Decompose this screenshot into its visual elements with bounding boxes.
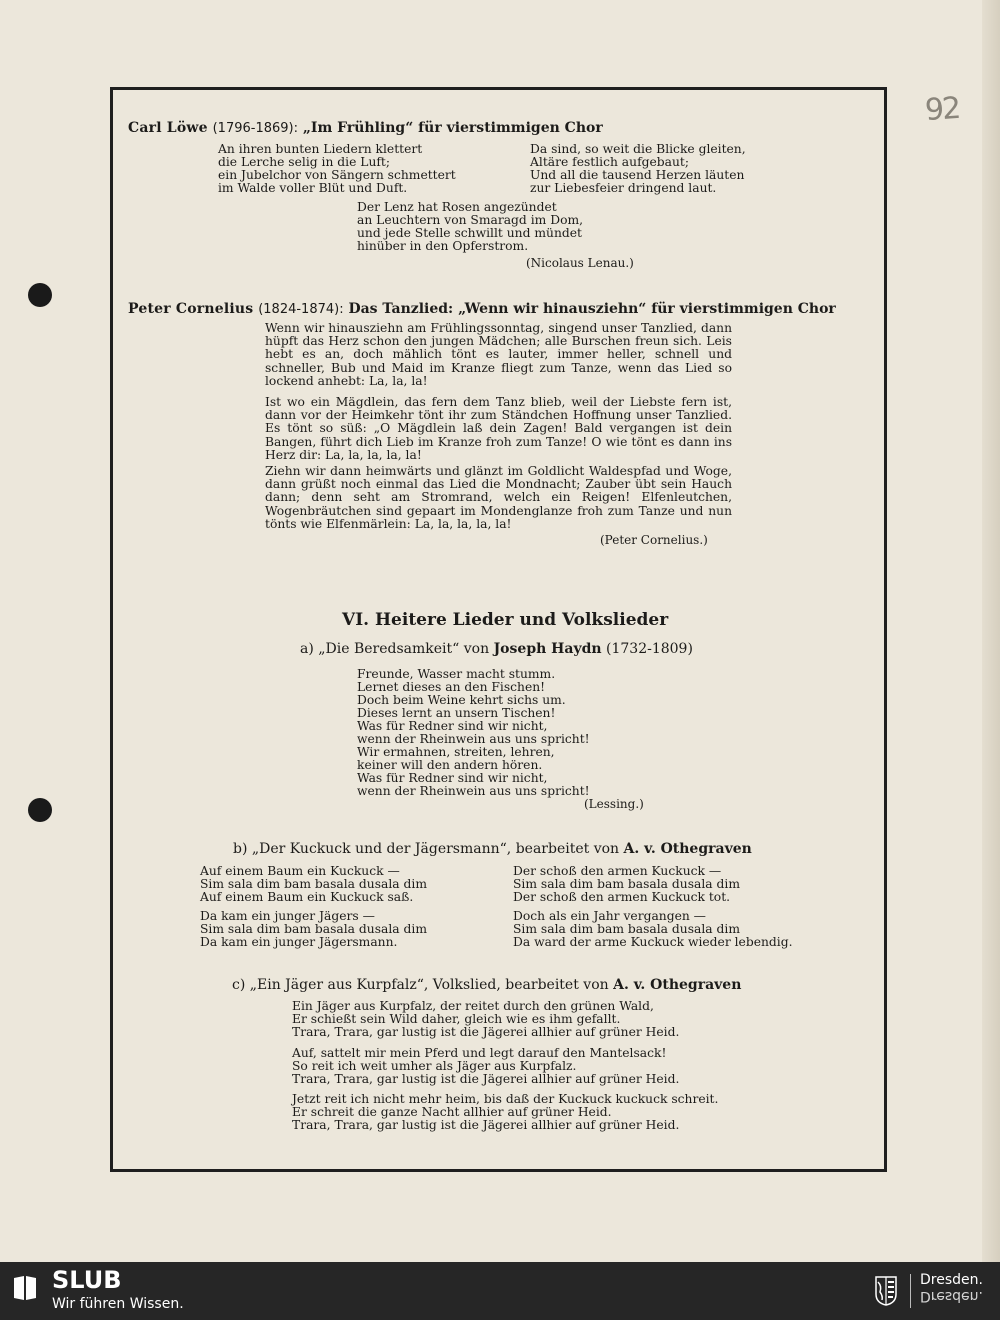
kurpfalz-stanza-2 <box>292 1047 679 1086</box>
cornelius-credit: (Peter Cornelius.) <box>600 533 708 547</box>
verse-line: Da ward der arme Kuckuck wieder lebendig. <box>513 935 793 949</box>
page-edge <box>982 0 1000 1262</box>
loewe-stanza-1 <box>218 143 456 195</box>
handwritten-page-number: 92 <box>923 90 961 129</box>
verse-line: Der schoß den armen Kuckuck — <box>513 864 722 878</box>
haydn-poem <box>357 668 590 798</box>
loewe-stanza-3 <box>357 201 583 253</box>
verse-line: Er schreit die ganze Nacht allhier auf grüner Heid. <box>292 1105 612 1119</box>
verse-line: Doch als ein Jahr vergangen — <box>513 909 706 923</box>
kurpfalz-stanza-3 <box>292 1093 718 1132</box>
verse-line: zur Liebesfeier dringend laut. <box>530 181 717 195</box>
composer-name: Joseph Haydn <box>493 641 602 657</box>
loewe-heading <box>128 120 603 136</box>
kuckuck-heading <box>233 841 752 857</box>
verse-line: ein Jubelchor von Sängern schmettert <box>218 168 456 182</box>
verse-line: Trara, Trara, gar lustig ist die Jägerei allhier auf grüner Heid. <box>292 1072 680 1086</box>
verse-line: Ein Jäger aus Kurpfalz, der reitet durch den grünen Wald, <box>292 999 654 1013</box>
verse-line: Auf einem Baum ein Kuckuck — <box>200 864 400 878</box>
cornelius-heading <box>128 301 836 317</box>
verse-line: Lernet dieses an den Fischen! <box>357 680 546 694</box>
verse-line: Trara, Trara, gar lustig ist die Jägerei allhier auf grüner Heid. <box>292 1025 680 1039</box>
verse-line: So reit ich weit umher als Jäger aus Kurpfalz. <box>292 1059 577 1073</box>
verse-line: an Leuchtern von Smaragd im Dom, <box>357 213 584 227</box>
verse-line: Wir ermahnen, streiten, lehren, <box>357 745 555 759</box>
verse-line: Dieses lernt an unsern Tischen! <box>357 706 556 720</box>
verse-line: Da kam ein junger Jägers — <box>200 909 375 923</box>
verse-line: Er schießt sein Wild daher, gleich wie es ihm gefallt. <box>292 1012 621 1026</box>
kuckuck-stanza-3 <box>513 865 740 904</box>
verse-line: Was für Redner sind wir nicht, <box>357 719 548 733</box>
composer-years: (1732-1809) <box>606 641 693 657</box>
piece-title: Das Tanzlied: „Wenn wir hinausziehn“ für vierstimmigen Chor <box>348 301 836 317</box>
cornelius-paragraph-1: Wenn wir hinausziehn am Frühlingssonntag, singend unser Tanzlied, dann hüpft das Herz schon den jungen Mädchen; alle Burschen freun sich. Leis hebt es an, doch mählich tönt es lauter, immer heller, schnell und schneller, Bub und Maid im Kranze fliegt zum Tanze, wenn das Lied so lockend anhebt: La, la, la! <box>265 321 732 388</box>
verse-line: im Walde voller Blüt und Duft. <box>218 181 408 195</box>
verse-line: Sim sala dim bam basala dusala dim <box>200 922 427 936</box>
piece-title: a) „Die Beredsamkeit“ von <box>300 641 490 657</box>
verse-line: Auf einem Baum ein Kuckuck saß. <box>200 890 414 904</box>
cornelius-paragraph-2: Ist wo ein Mägdlein, das fern dem Tanz blieb, weil der Liebste fern ist, dann vor der Heimkehr tönt ihr zum Ständchen Hoffnung unser Tanzlied. Es tönt so süß: „O Mägdlein laß dein Zagen! Bald vergangen ist dein Bangen, führt dich Lieb im Kranze froh zum Tanze! O wie tönt es dann ins Herz dir: La, la, la, la, la! <box>265 395 732 462</box>
dresden-label-mirror: Dresden. <box>920 1288 983 1304</box>
piece-title: b) „Der Kuckuck und der Jägersmann“, bearbeitet von <box>233 841 620 857</box>
library-footer <box>0 1262 1000 1320</box>
cornelius-paragraph-3: Ziehn wir dann heimwärts und glänzt im Goldlicht Waldespfad und Woge, dann grüßt noch einmal das Lied die Mondnacht; Zauber übt sein Hauch dann; denn seht am Stromrand, welch ein Reigen! Elfenleutchen, Wogenbräutchen sind gepaart im Mondenglanze froh zum Tanze und nun tönts wie Elfenmärlein: La, la, la, la, la! <box>265 464 732 531</box>
kurpfalz-heading <box>232 977 741 993</box>
arranger-name: A. v. Othegraven <box>613 977 742 993</box>
slub-claim: Wir führen Wissen. <box>52 1296 184 1312</box>
slub-book-icon <box>12 1274 38 1302</box>
punch-hole-top <box>28 283 52 307</box>
verse-line: wenn der Rheinwein aus uns spricht! <box>357 784 590 798</box>
slub-title: SLUB <box>52 1266 122 1294</box>
verse-line: Sim sala dim bam basala dusala dim <box>513 877 740 891</box>
kuckuck-stanza-2 <box>200 910 427 949</box>
kurpfalz-stanza-1 <box>292 1000 679 1039</box>
verse-line: Doch beim Weine kehrt sichs um. <box>357 693 566 707</box>
haydn-heading <box>300 641 693 657</box>
punch-hole-bottom <box>28 798 52 822</box>
kuckuck-stanza-4 <box>513 910 792 949</box>
verse-line: An ihren bunten Liedern klettert <box>218 142 423 156</box>
verse-line: Da kam ein junger Jägersmann. <box>200 935 398 949</box>
verse-line: Da sind, so weit die Blicke gleiten, <box>530 142 746 156</box>
verse-line: Der Lenz hat Rosen angezündet <box>357 200 557 214</box>
verse-line: Altäre festlich aufgebaut; <box>530 155 689 169</box>
composer-name: Carl Löwe <box>128 120 208 136</box>
verse-line: Sim sala dim bam basala dusala dim <box>513 922 740 936</box>
verse-line: keiner will den andern hören. <box>357 758 543 772</box>
kuckuck-stanza-1 <box>200 865 427 904</box>
verse-line: die Lerche selig in die Luft; <box>218 155 391 169</box>
section-title: VI. Heitere Lieder und Volkslieder <box>342 610 669 630</box>
footer-separator <box>910 1274 911 1308</box>
verse-line: und jede Stelle schwillt und mündet <box>357 226 582 240</box>
verse-line: Trara, Trara, gar lustig ist die Jägerei allhier auf grüner Heid. <box>292 1118 680 1132</box>
loewe-credit: (Nicolaus Lenau.) <box>526 256 634 270</box>
composer-years: (1796-1869): <box>212 121 298 136</box>
verse-line: Sim sala dim bam basala dusala dim <box>200 877 427 891</box>
dresden-crest-icon <box>875 1276 897 1306</box>
verse-line: Was für Redner sind wir nicht, <box>357 771 548 785</box>
verse-line: Und all die tausend Herzen läuten <box>530 168 745 182</box>
verse-line: Auf, sattelt mir mein Pferd und legt darauf den Mantelsack! <box>292 1046 667 1060</box>
dresden-label: Dresden. <box>920 1272 983 1288</box>
verse-line: Der schoß den armen Kuckuck tot. <box>513 890 731 904</box>
piece-title: c) „Ein Jäger aus Kurpfalz“, Volkslied, bearbeitet von <box>232 977 609 993</box>
piece-title: „Im Frühling“ für vierstimmigen Chor <box>302 120 603 136</box>
haydn-credit: (Lessing.) <box>584 797 644 811</box>
composer-name: Peter Cornelius <box>128 301 254 317</box>
verse-line: Jetzt reit ich nicht mehr heim, bis daß der Kuckuck kuckuck schreit. <box>292 1092 719 1106</box>
arranger-name: A. v. Othegraven <box>623 841 752 857</box>
verse-line: wenn der Rheinwein aus uns spricht! <box>357 732 590 746</box>
loewe-stanza-2 <box>530 143 746 195</box>
verse-line: Freunde, Wasser macht stumm. <box>357 667 556 681</box>
verse-line: hinüber in den Opferstrom. <box>357 239 529 253</box>
composer-years: (1824-1874): <box>258 302 344 317</box>
